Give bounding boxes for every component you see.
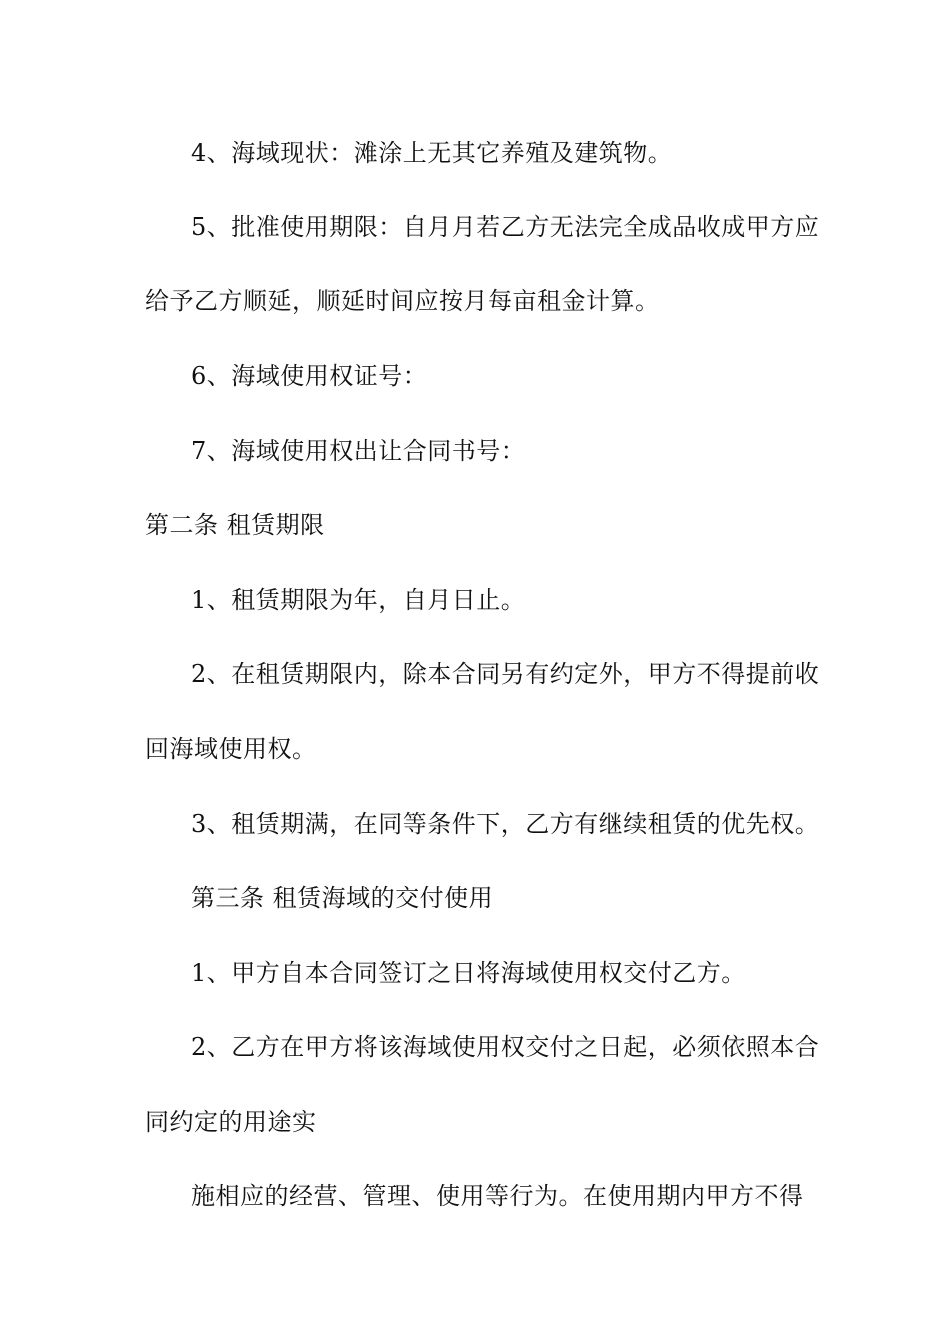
paragraph-line: 6、海域使用权证号： [191, 362, 428, 390]
paragraph-line: 1、租赁期限为年，自月日止。 [191, 586, 526, 614]
paragraph-line: 3、租赁期满，在同等条件下，乙方有继续租赁的优先权。 [191, 810, 820, 838]
paragraph-line: 2、在租赁期限内，除本合同另有约定外，甲方不得提前收 [191, 660, 820, 688]
paragraph-line: 5、批准使用期限：自月月若乙方无法完全成品收成甲方应 [191, 213, 820, 241]
paragraph-line: 回海域使用权。 [145, 735, 317, 763]
section-heading: 第二条 租赁期限 [145, 511, 325, 539]
paragraph-line: 4、海域现状：滩涂上无其它养殖及建筑物。 [191, 139, 673, 167]
paragraph-line: 给予乙方顺延，顺延时间应按月每亩租金计算。 [145, 287, 660, 315]
paragraph-line: 1、甲方自本合同签订之日将海域使用权交付乙方。 [191, 959, 746, 987]
paragraph-line: 施相应的经营、管理、使用等行为。在使用期内甲方不得 [191, 1182, 804, 1210]
section-heading: 第三条 租赁海域的交付使用 [191, 884, 494, 912]
paragraph-line: 7、海域使用权出让合同书号： [191, 437, 526, 465]
paragraph-line: 同约定的用途实 [145, 1108, 317, 1136]
paragraph-line: 2、乙方在甲方将该海域使用权交付之日起，必须依照本合 [191, 1033, 820, 1061]
